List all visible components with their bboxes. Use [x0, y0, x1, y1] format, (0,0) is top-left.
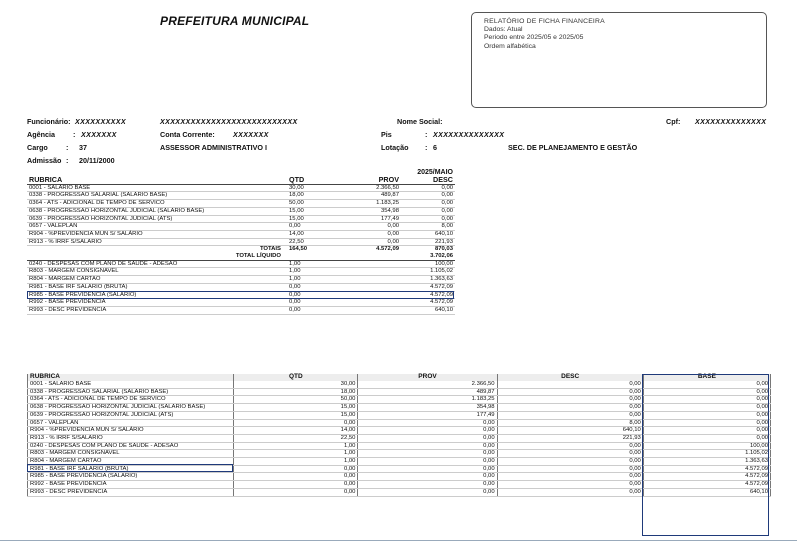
table-cell: 50,00 — [234, 396, 358, 404]
table-cell: R803 - MARGEM CONSIGNAVEL — [27, 268, 283, 276]
col-qtd: QTD — [234, 374, 358, 381]
table-cell: 0,00 — [497, 481, 643, 489]
table-cell: 8,00 — [401, 223, 455, 231]
table-cell: 0,00 — [401, 184, 455, 192]
lotacao-value: 6 — [433, 143, 437, 152]
table-cell: 0,00 — [234, 481, 358, 489]
table-row — [28, 404, 771, 412]
table-cell: 177,49 — [348, 215, 401, 223]
table-cell: R804 - MARGEM CARTAO — [28, 458, 234, 466]
table-cell: 0657 - VALEPLAN — [28, 419, 234, 427]
agencia-value: XXXXXXX — [81, 130, 117, 139]
table-row — [27, 230, 455, 238]
table-row — [27, 192, 455, 200]
table-row — [27, 260, 455, 268]
table-cell: 0,00 — [358, 442, 497, 450]
table-cell: 0,00 — [497, 450, 643, 458]
table-cell: R904 - %PREVIDENCIA MUN S/ SALÁRIO — [27, 230, 283, 238]
table-header — [28, 374, 771, 381]
table-row — [28, 396, 771, 404]
table-cell: 0,00 — [497, 381, 643, 388]
table-cell: 640,10 — [643, 488, 770, 496]
table-cell: 640,10 — [401, 306, 455, 314]
table-cell: 0001 - SALARIO BASE — [27, 184, 283, 192]
table-cell: R913 - % IRRF S/SALARIO — [27, 238, 283, 246]
table-cell: 0,00 — [497, 473, 643, 481]
totais-label: TOTAIS — [259, 246, 281, 253]
table-cell: 1,00 — [234, 442, 358, 450]
table-cell: 0,00 — [497, 404, 643, 412]
totais-row — [27, 246, 455, 253]
table-cell: 0,00 — [283, 291, 348, 299]
funcionario-label: Funcionário: — [27, 117, 71, 126]
cpf-value: XXXXXXXXXXXXXX — [695, 117, 767, 126]
table-cell: 1.183,25 — [348, 200, 401, 208]
table-cell — [348, 276, 401, 284]
table-cell: 0,00 — [497, 488, 643, 496]
table-cell: 0,00 — [643, 404, 770, 412]
conta-value: XXXXXXX — [233, 130, 269, 139]
table-row — [27, 276, 455, 284]
table-cell: R981 - BASE IRF SALARIO (BRUTA) — [28, 465, 234, 473]
table-cell: 0,00 — [497, 388, 643, 396]
table-cell: 0,00 — [358, 450, 497, 458]
table-row — [28, 427, 771, 435]
table-cell: 0,00 — [358, 488, 497, 496]
table-row — [28, 473, 771, 481]
table-row — [27, 299, 455, 307]
table-cell: 0657 - VALEPLAN — [27, 223, 283, 231]
table-cell: R992 - BASE PREVIDENCIA — [28, 481, 234, 489]
total-prov: 4.572,09 — [376, 246, 399, 253]
table-row — [28, 411, 771, 419]
table-cell: 50,00 — [283, 200, 348, 208]
table-cell: 1,00 — [283, 276, 348, 284]
table-cell: 0,00 — [283, 283, 348, 291]
lotacao-label: Lotação — [381, 143, 409, 152]
col-rubrica: RUBRICA — [29, 175, 63, 184]
table-row — [28, 388, 771, 396]
table-row — [28, 481, 771, 489]
table-cell: 0,00 — [401, 207, 455, 215]
conta-label: Conta Corrente: — [160, 130, 215, 139]
table-cell: 14,00 — [283, 230, 348, 238]
table-cell: 0,00 — [643, 381, 770, 388]
table-cell: R985 - BASE PREVIDENCIA (SALARIO) — [27, 291, 283, 299]
table-cell: 0,00 — [283, 223, 348, 231]
table-cell: 0,00 — [497, 396, 643, 404]
table-cell: 4.572,09 — [643, 473, 770, 481]
table-row — [27, 283, 455, 291]
col-desc: DESC — [433, 175, 453, 184]
table-cell: 640,10 — [497, 427, 643, 435]
table-cell: 0,00 — [283, 306, 348, 314]
table-cell: 0,00 — [234, 465, 358, 473]
table-cell: 1.105,02 — [401, 268, 455, 276]
table-row — [28, 419, 771, 427]
table-cell: 18,00 — [234, 388, 358, 396]
table-cell: 0,00 — [234, 419, 358, 427]
table-cell: 2.366,50 — [358, 381, 497, 388]
table-cell: 4.572,09 — [643, 481, 770, 489]
col-base: BASE — [643, 374, 770, 381]
ficha-table-detail — [27, 374, 771, 497]
table-cell: 489,87 — [358, 388, 497, 396]
table-cell — [348, 299, 401, 307]
table-row — [28, 458, 771, 466]
report-title: RELATÓRIO DE FICHA FINANCEIRA — [484, 18, 605, 25]
table-cell: 0,00 — [643, 427, 770, 435]
table-row — [28, 434, 771, 442]
table-cell: 14,00 — [234, 427, 358, 435]
colon: : — [66, 156, 69, 165]
table-row — [28, 381, 771, 388]
table-cell: 0364 - ATS - ADICIONAL DE TEMPO DE SERVICO — [27, 200, 283, 208]
table-cell: R981 - BASE IRF SALARIO (BRUTA) — [27, 283, 283, 291]
table-cell: 1.105,02 — [643, 450, 770, 458]
table-cell: 1,00 — [234, 458, 358, 466]
table-cell: 0,00 — [358, 419, 497, 427]
table-cell: 2.366,50 — [348, 184, 401, 192]
col-qtd: QTD — [289, 175, 305, 184]
table-cell: 0,00 — [358, 427, 497, 435]
table-cell: 640,10 — [401, 230, 455, 238]
table-cell: R992 - BASE PREVIDENCIA — [27, 299, 283, 307]
liquido-row — [27, 253, 455, 260]
colon: : — [425, 143, 428, 152]
colon: : — [66, 143, 69, 152]
employee-name: XXXXXXXXXXXXXXXXXXXXXXXXXXX — [160, 117, 298, 126]
table-cell: 1,00 — [283, 268, 348, 276]
table-row — [27, 184, 455, 192]
table-row — [27, 207, 455, 215]
table-cell: 0,00 — [358, 434, 497, 442]
table-cell: 0240 - DESPESAS COM PLANO DE SAUDE - ADESAO — [27, 260, 283, 268]
pis-label: Pis — [381, 130, 392, 139]
admissao-value: 20/11/2000 — [79, 156, 115, 165]
table-cell: R913 - % IRRF S/SALARIO — [28, 434, 234, 442]
ficha-table-summary — [27, 170, 455, 315]
table-cell: 0,00 — [401, 192, 455, 200]
table-cell: 4.572,09 — [401, 283, 455, 291]
colon: : — [425, 130, 428, 139]
table-header — [27, 177, 455, 184]
table-cell: 0364 - ATS - ADICIONAL DE TEMPO DE SERVICO — [28, 396, 234, 404]
col-desc: DESC — [497, 374, 643, 381]
table-cell: 0639 - PROGRESSAO HORIZONTAL JUDICIAL (ATS) — [28, 411, 234, 419]
col-rubrica: RUBRICA — [28, 374, 234, 381]
table-cell: 0,00 — [401, 200, 455, 208]
table-cell: 0,00 — [348, 223, 401, 231]
table-row — [28, 450, 771, 458]
report-info-box — [471, 12, 767, 108]
table-cell: 0,00 — [348, 238, 401, 246]
table-cell: R904 - %PREVIDENCIA MUN S/ SALÁRIO — [28, 427, 234, 435]
table-cell: 4.572,09 — [643, 465, 770, 473]
table-cell — [348, 268, 401, 276]
table-cell: 0,00 — [358, 473, 497, 481]
cargo-label: Cargo — [27, 143, 48, 152]
table-cell: 1.363,63 — [643, 458, 770, 466]
table-cell: 15,00 — [234, 404, 358, 412]
table-cell: 0,00 — [358, 458, 497, 466]
pis-value: XXXXXXXXXXXXXX — [433, 130, 505, 139]
table-cell: 221,93 — [497, 434, 643, 442]
table-cell: 4.572,09 — [401, 291, 455, 299]
cargo-desc: ASSESSOR ADMINISTRATIVO I — [160, 143, 268, 152]
table-cell: 0,00 — [401, 215, 455, 223]
report-line: Ordem alfabética — [484, 42, 536, 50]
table-row — [28, 442, 771, 450]
table-cell: 30,00 — [234, 381, 358, 388]
table-row — [28, 465, 771, 473]
table-cell: 1.183,25 — [358, 396, 497, 404]
col-prov: PROV — [378, 175, 399, 184]
table-cell: R993 - DESC PREVIDENCIA — [28, 488, 234, 496]
admissao-label: Admissão — [27, 156, 62, 165]
table-cell: 0,00 — [643, 388, 770, 396]
table-cell: 0338 - PROGRESSAO SALARIAL (SALARIO BASE) — [27, 192, 283, 200]
table-cell: 0,00 — [234, 473, 358, 481]
table-cell: 0,00 — [643, 396, 770, 404]
table-cell: 354,98 — [358, 404, 497, 412]
table-cell: 1,00 — [283, 260, 348, 268]
total-qtd: 164,50 — [289, 246, 308, 253]
nome-social-label: Nome Social: — [397, 117, 443, 126]
table-cell: 0240 - DESPESAS COM PLANO DE SAUDE - ADESAO — [28, 442, 234, 450]
table-cell: R985 - BASE PREVIDENCIA (SALARIO) — [28, 473, 234, 481]
table-cell: 0001 - SALARIO BASE — [28, 381, 234, 388]
page-title: PREFEITURA MUNICIPAL — [160, 14, 310, 28]
table-cell: 0639 - PROGRESSAO HORIZONTAL JUDICIAL (ATS) — [27, 215, 283, 223]
table-cell — [348, 291, 401, 299]
table-cell: 30,00 — [283, 184, 348, 192]
table-cell: 18,00 — [283, 192, 348, 200]
funcionario-value: XXXXXXXXXX — [75, 117, 126, 126]
table-cell — [348, 260, 401, 268]
table-row — [27, 268, 455, 276]
table-cell — [348, 283, 401, 291]
table-cell: 489,87 — [348, 192, 401, 200]
table-cell: 100,00 — [401, 260, 455, 268]
table-cell: 0,00 — [283, 299, 348, 307]
liquido-value: 3.702,06 — [430, 253, 453, 260]
table-cell: 1,00 — [234, 450, 358, 458]
table-cell: 0,00 — [497, 465, 643, 473]
period-label: 2025/MAIO — [417, 169, 453, 177]
table-cell: R803 - MARGEM CONSIGNAVEL — [28, 450, 234, 458]
cargo-value: 37 — [79, 143, 87, 152]
table-cell: 0638 - PROGRESSAO HORIZONTAL JUDICIAL (SALARIO BASE) — [28, 404, 234, 412]
table-cell: 221,93 — [401, 238, 455, 246]
table-row — [27, 238, 455, 246]
page-divider — [0, 540, 797, 541]
lotacao-desc: SEC. DE PLANEJAMENTO E GESTÃO — [508, 143, 638, 152]
colon: : — [73, 130, 76, 139]
table-cell: 15,00 — [283, 207, 348, 215]
cpf-label: Cpf: — [666, 117, 681, 126]
table-cell: 0,00 — [643, 434, 770, 442]
table-cell: 15,00 — [283, 215, 348, 223]
table-cell: R993 - DESC PREVIDENCIA — [27, 306, 283, 314]
col-prov: PROV — [358, 374, 497, 381]
table-cell: 0,00 — [358, 481, 497, 489]
table-cell: 1.363,63 — [401, 276, 455, 284]
liquido-label: TOTAL LÍQUIDO — [235, 253, 281, 260]
table-cell: 22,50 — [283, 238, 348, 246]
table-row — [27, 223, 455, 231]
table-cell: 0,00 — [643, 411, 770, 419]
table-cell: 0,00 — [358, 465, 497, 473]
table-row — [28, 488, 771, 496]
table-row — [27, 291, 455, 299]
table-cell: 100,00 — [643, 442, 770, 450]
table-cell: 0,00 — [643, 419, 770, 427]
table-cell: 0638 - PROGRESSAO HORIZONTAL JUDICIAL (SALARIO BASE) — [27, 207, 283, 215]
table-cell: 0338 - PROGRESSAO SALARIAL (SALARIO BASE) — [28, 388, 234, 396]
agencia-label: Agência — [27, 130, 55, 139]
table-cell: 0,00 — [348, 230, 401, 238]
table-cell: 354,98 — [348, 207, 401, 215]
table-cell: 0,00 — [497, 442, 643, 450]
table-cell: 4.572,09 — [401, 299, 455, 307]
table-cell: 177,49 — [358, 411, 497, 419]
table-cell: 0,00 — [497, 458, 643, 466]
table-cell — [348, 306, 401, 314]
report-line: Periodo entre 2025/05 e 2025/05 — [484, 34, 584, 42]
table-cell: 0,00 — [234, 488, 358, 496]
table-cell: 0,00 — [497, 411, 643, 419]
table-row — [27, 200, 455, 208]
total-desc: 870,03 — [434, 246, 453, 253]
table-row — [27, 306, 455, 314]
table-cell: 8,00 — [497, 419, 643, 427]
table-cell: 22,50 — [234, 434, 358, 442]
table-cell: R804 - MARGEM CARTAO — [27, 276, 283, 284]
report-line: Dados: Atual — [484, 26, 523, 34]
table-cell: 15,00 — [234, 411, 358, 419]
table-row — [27, 215, 455, 223]
